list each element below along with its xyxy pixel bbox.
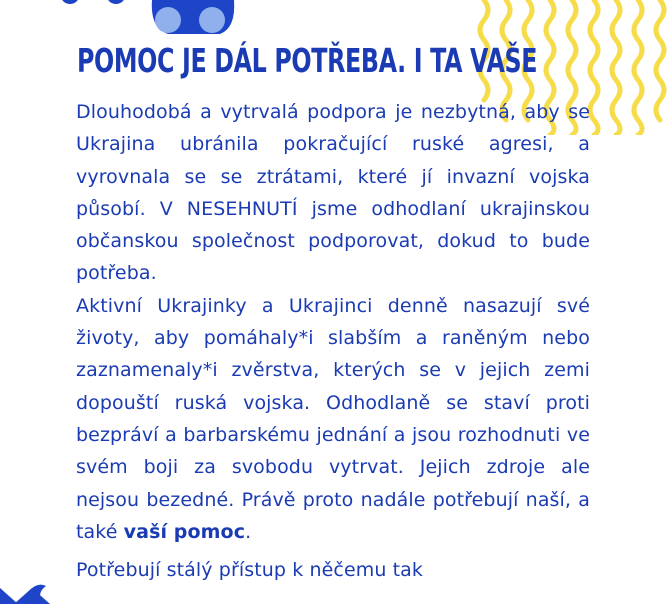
paragraph-activists-text: Aktivní Ukrajinky a Ukrajinci denně nasazují své životy, aby pomáhaly*i slabším a raněným nebo zaznamenaly*i zvěrstva, kterých se v jejich zemi dopouští ruská vojska. Odhodlaně se staví proti bezpráví a barbarskému jednání a jsou rozhodnuti ve svém boji za svobodu vytrvat. Jejich zdroje ale nejsou bezedné. Právě proto nadále potřebují naší, a také: [76, 294, 590, 543]
blue-blob-icon: [60, 0, 260, 38]
paragraph-needs: Potřebují stálý přístup k něčemu tak: [76, 559, 424, 582]
paragraph-activists: [76, 290, 590, 548]
paragraph-activists-end: .: [245, 520, 252, 543]
paragraph-support: Dlouhodobá a vytrvalá podpora je nezbytná, aby se Ukrajina ubránila pokračující ruské agresi, a vyrovnala se se ztrátami, které jí invazní vojska působí. V NESEHNUTÍ jsme odhodlaní ukrajinskou občanskou společnost podporovat, dokud to bude potřeba.: [76, 101, 590, 285]
blue-chevron-icon: [0, 578, 60, 604]
page-title: POMOC JE DÁL POTŘEBA. I TA VAŠE: [77, 41, 538, 80]
article-body: [76, 96, 590, 586]
emphasis-your-help: vaší pomoc: [123, 520, 246, 543]
